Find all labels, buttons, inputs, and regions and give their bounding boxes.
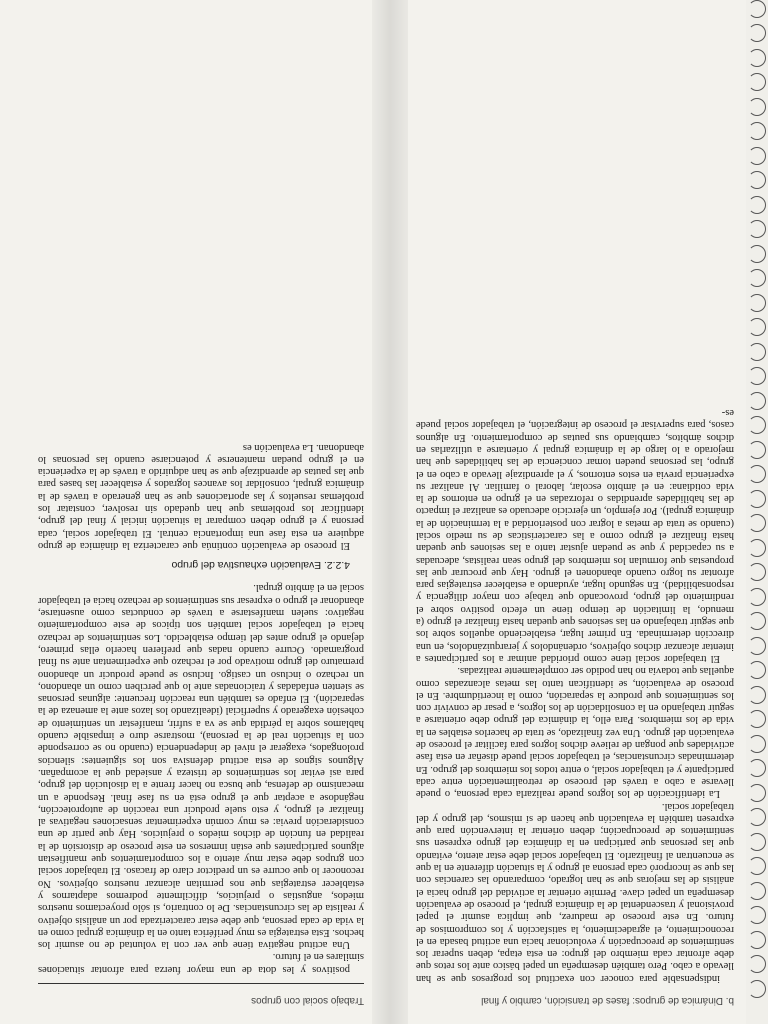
binding-ring — [748, 931, 766, 949]
header-rule — [38, 983, 364, 984]
binding-ring — [748, 221, 766, 239]
binding-ring — [748, 809, 766, 827]
binding-ring — [748, 98, 766, 116]
section-heading: 4.2.2. Evaluación exhaustiva del grupo — [171, 559, 350, 572]
binding-ring — [748, 392, 766, 410]
binding-ring — [748, 882, 766, 900]
right-page-header: Trabajo social con grupos — [251, 995, 364, 1006]
binding-ring — [748, 25, 766, 43]
section-paragraph-1: El proceso de evaluación continúa que caracteriza la dinámica de grupo adquiere en esta fase una importancia central. El trabajador social, cada persona y el grupo deben comparar la situación inicial y final del grupo, identificar los problemas que han quedado sin resolver, constatar los problemas resueltos y las aportaciones que se han generado a través de la dinámica grupal, consolidar los avances logrados y establecer las bases para que las pautas de aprendizaje que se han adquirido a través de la experiencia en el grupo puedan mantenerse y potenciarse cuando las personas lo abandonan. La evaluación es — [38, 441, 364, 551]
binding-ring — [748, 441, 766, 459]
binding-ring — [748, 637, 766, 655]
left-paragraph-3: El trabajador social tiene como prioridad animar a los participantes a intentar alcanzar dichos objetivos, ordenándolos y jerarquizándolos, en una dirección determinada. En primer lugar, estableciendo aquellos sobre los que seguir trabajando en las sesiones que quedan hasta finalizar el grupo (a menudo, la limitación de tiempo tiene un efecto positivo sobre el rendimiento del grupo, provocando que trabaje con mayor diligencia y responsabilidad). En segundo lugar, ayudando a establecer estrategias para afrontar su logro cuando abandonen el grupo. Hay que procurar que las propuestas que formulan los miembros del grupo sean realistas, adecuadas a su capacidad y que se puedan ajustar tanto a las sesiones que quedan hasta finalizar el grupo como a las características de su medio social (cuando se trata de metas a lograr con posterioridad a la terminación de la dinámica grupal). Por ejemplo, un ejercicio adecuado es analizar el impacto de las habilidades aprendidas o reforzadas en el grupo en entornos de la vida cotidiana: en el ámbito escolar, laboral o familiar. Al analizar su experiencia previa en estos entornos, y el aprendizaje llevado a cabo en el grupo, las personas pueden tomar conciencia de las habilidades que han mejorado a lo largo de la dinámica grupal y orientarse a utilizarlas en dichos ámbitos, cambiando sus pautas de comportamiento. En algunos casos, para supervisar el proceso de integración, el trabajador social puede es- — [416, 407, 734, 664]
binding-ring — [748, 270, 766, 288]
binding-ring — [748, 539, 766, 557]
binding-ring — [748, 0, 766, 18]
binding-ring — [748, 833, 766, 851]
left-paragraph-1: indispensable para conocer con exactitud los progresos que se han llevado a cabo. Pero también desempeña un papel básico ante los retos que debe afrontar cada miembro del grupo: en esta etapa, deben superar los sentimientos de preocupación y evolucionar hacia una actitud basada en el reconocimiento, el agradecimiento, la satisfacción y los compromisos de futuro. En este proceso de madurez, que implica asumir el papel provisional y trascendental de la dinámica grupal, el proceso de evaluación desempeña un papel clave. Permite orientar la actividad del grupo hacia el análisis de las mejoras que se han logrado, comparando las carencias con las que se incorporó cada persona al grupo y la situación diferente en la que se encuentran al finalizarlo. El trabajador social debe estar atento, evitando que las personas que participan en la dinámica del grupo expresen sus sentimientos de preocupación; deben orientar la intervención para que expresen también la evaluación que hacen de sí mismos, del grupo y del trabajador social. — [416, 800, 734, 984]
binding-ring — [748, 245, 766, 263]
binding-ring — [748, 466, 766, 484]
binding-ring — [748, 784, 766, 802]
book-gutter-shadow — [372, 0, 408, 1024]
right-paragraph-2: Una actitud negativa tiene que ver con la voluntad de no asumir los hechos. Esta estrategia es muy periférica tanto en la dinámica grupal como en la vida de cada persona, que debe estar caracterizada por un análisis objetivo y realista de las circunstancias. De lo contrario, si sólo proyectamos nuestros miedos, angustias o prejuicios, difícilmente podremos adaptarnos y establecer estrategias que nos permitan alcanzar nuestros objetivos. No reconocer lo que ocurre es un predictor claro de fracaso. El trabajador social con grupos debe estar muy atento a los comportamientos que manifiestan algunos participantes que están inmersos en este proceso de distorsión de la realidad en función de dichos miedos o prejuicios. Hay que partir de una consideración previa: es muy común experimentar sensaciones negativas al finalizar el grupo, y esto suele producir una reacción de autoprotección, negándose a aceptar que el grupo está en su fase final. Responde a un mecanismo de defensa, que busca no hacer frente a la disolución del grupo, para así evitar los sentimientos de tristeza y ansiedad que la acompañan. Algunos signos de esta actitud defensiva son los siguientes: silencios prolongados, exagerar el nivel de independencia (cuando no se corresponde con la situación real de la persona), mostrarse duro e impasible cuando hablamos sobre la pérdida que se va a sufrir, manifestar un sentimiento de cohesión exagerado y superficial (idealizando los lazos ante la amenaza de la separación). El enfado es también una reacción frecuente: algunas personas se sienten enfadadas y traicionadas ante lo que perciben como un abandono, un rechazo o incluso un castigo. Incluso se puede producir un abandono prematuro del grupo motivado por el rechazo que experimentan ante su final programado. Ocurre cuando nadas que prefieren hacerlo ellas primero, dejando el grupo antes del tiempo establecido. Los sentimientos de rechazo hacia el trabajador social también son típicos de este comportamiento negativo: suelen manifestarse a través de conductas como ausentarse, abandonar el grupo o expresar sus sentimientos de rechazo hacia el trabajador social en el ámbito grupal. — [38, 582, 364, 951]
binding-ring — [748, 417, 766, 435]
binding-ring — [748, 588, 766, 606]
right-page — [38, 10, 364, 1006]
binding-ring — [748, 956, 766, 974]
binding-ring — [748, 613, 766, 631]
binding-ring — [748, 980, 766, 998]
binding-ring — [748, 172, 766, 190]
binding-ring — [748, 123, 766, 141]
binding-ring — [748, 564, 766, 582]
binding-ring — [748, 686, 766, 704]
binding-ring — [748, 735, 766, 753]
binding-ring — [748, 49, 766, 67]
spiral-binding — [746, 0, 768, 1024]
binding-ring — [748, 858, 766, 876]
binding-ring — [748, 760, 766, 778]
binding-ring — [748, 294, 766, 312]
binding-ring — [748, 74, 766, 92]
binding-ring — [748, 907, 766, 925]
right-paragraph-1: positivos y les dota de una mayor fuerza para afrontar situaciones similares en el futuro. — [38, 951, 364, 975]
binding-ring — [748, 490, 766, 508]
binding-ring — [748, 343, 766, 361]
binding-ring — [748, 368, 766, 386]
binding-ring — [748, 515, 766, 533]
left-paragraph-2: La identificación de los logros puede realizarla cada persona, o puede llevarse a cabo a través del proceso de retroalimentación entre cada participante y el trabajador social, o entre todos los miembros del grupo. En determinadas circunstancias, el trabajador social puede diseñar en esta fase actividades que pongan de relieve dichos logros para facilitar el proceso de evaluación del grupo. Una vez finalizado, se trata de hacerlos estables en la vida de los miembros. Para ello, la dinámica del grupo debe orientarse a seguir trabajando en la consolidación de los logros, a pesar de convivir con los sentimientos que produce la separación, como la incertidumbre. En el proceso de evaluación, se identifican tanto las metas alcanzadas como aquellas que todavía no han podido ser completamente realizadas. — [416, 665, 734, 800]
left-page — [416, 10, 734, 1006]
binding-ring — [748, 662, 766, 680]
binding-ring — [748, 196, 766, 214]
binding-ring — [748, 711, 766, 729]
left-page-header: b. Dinámica de grupos: fases de transición, cambio y final — [481, 995, 734, 1006]
binding-ring — [748, 319, 766, 337]
binding-ring — [748, 147, 766, 165]
